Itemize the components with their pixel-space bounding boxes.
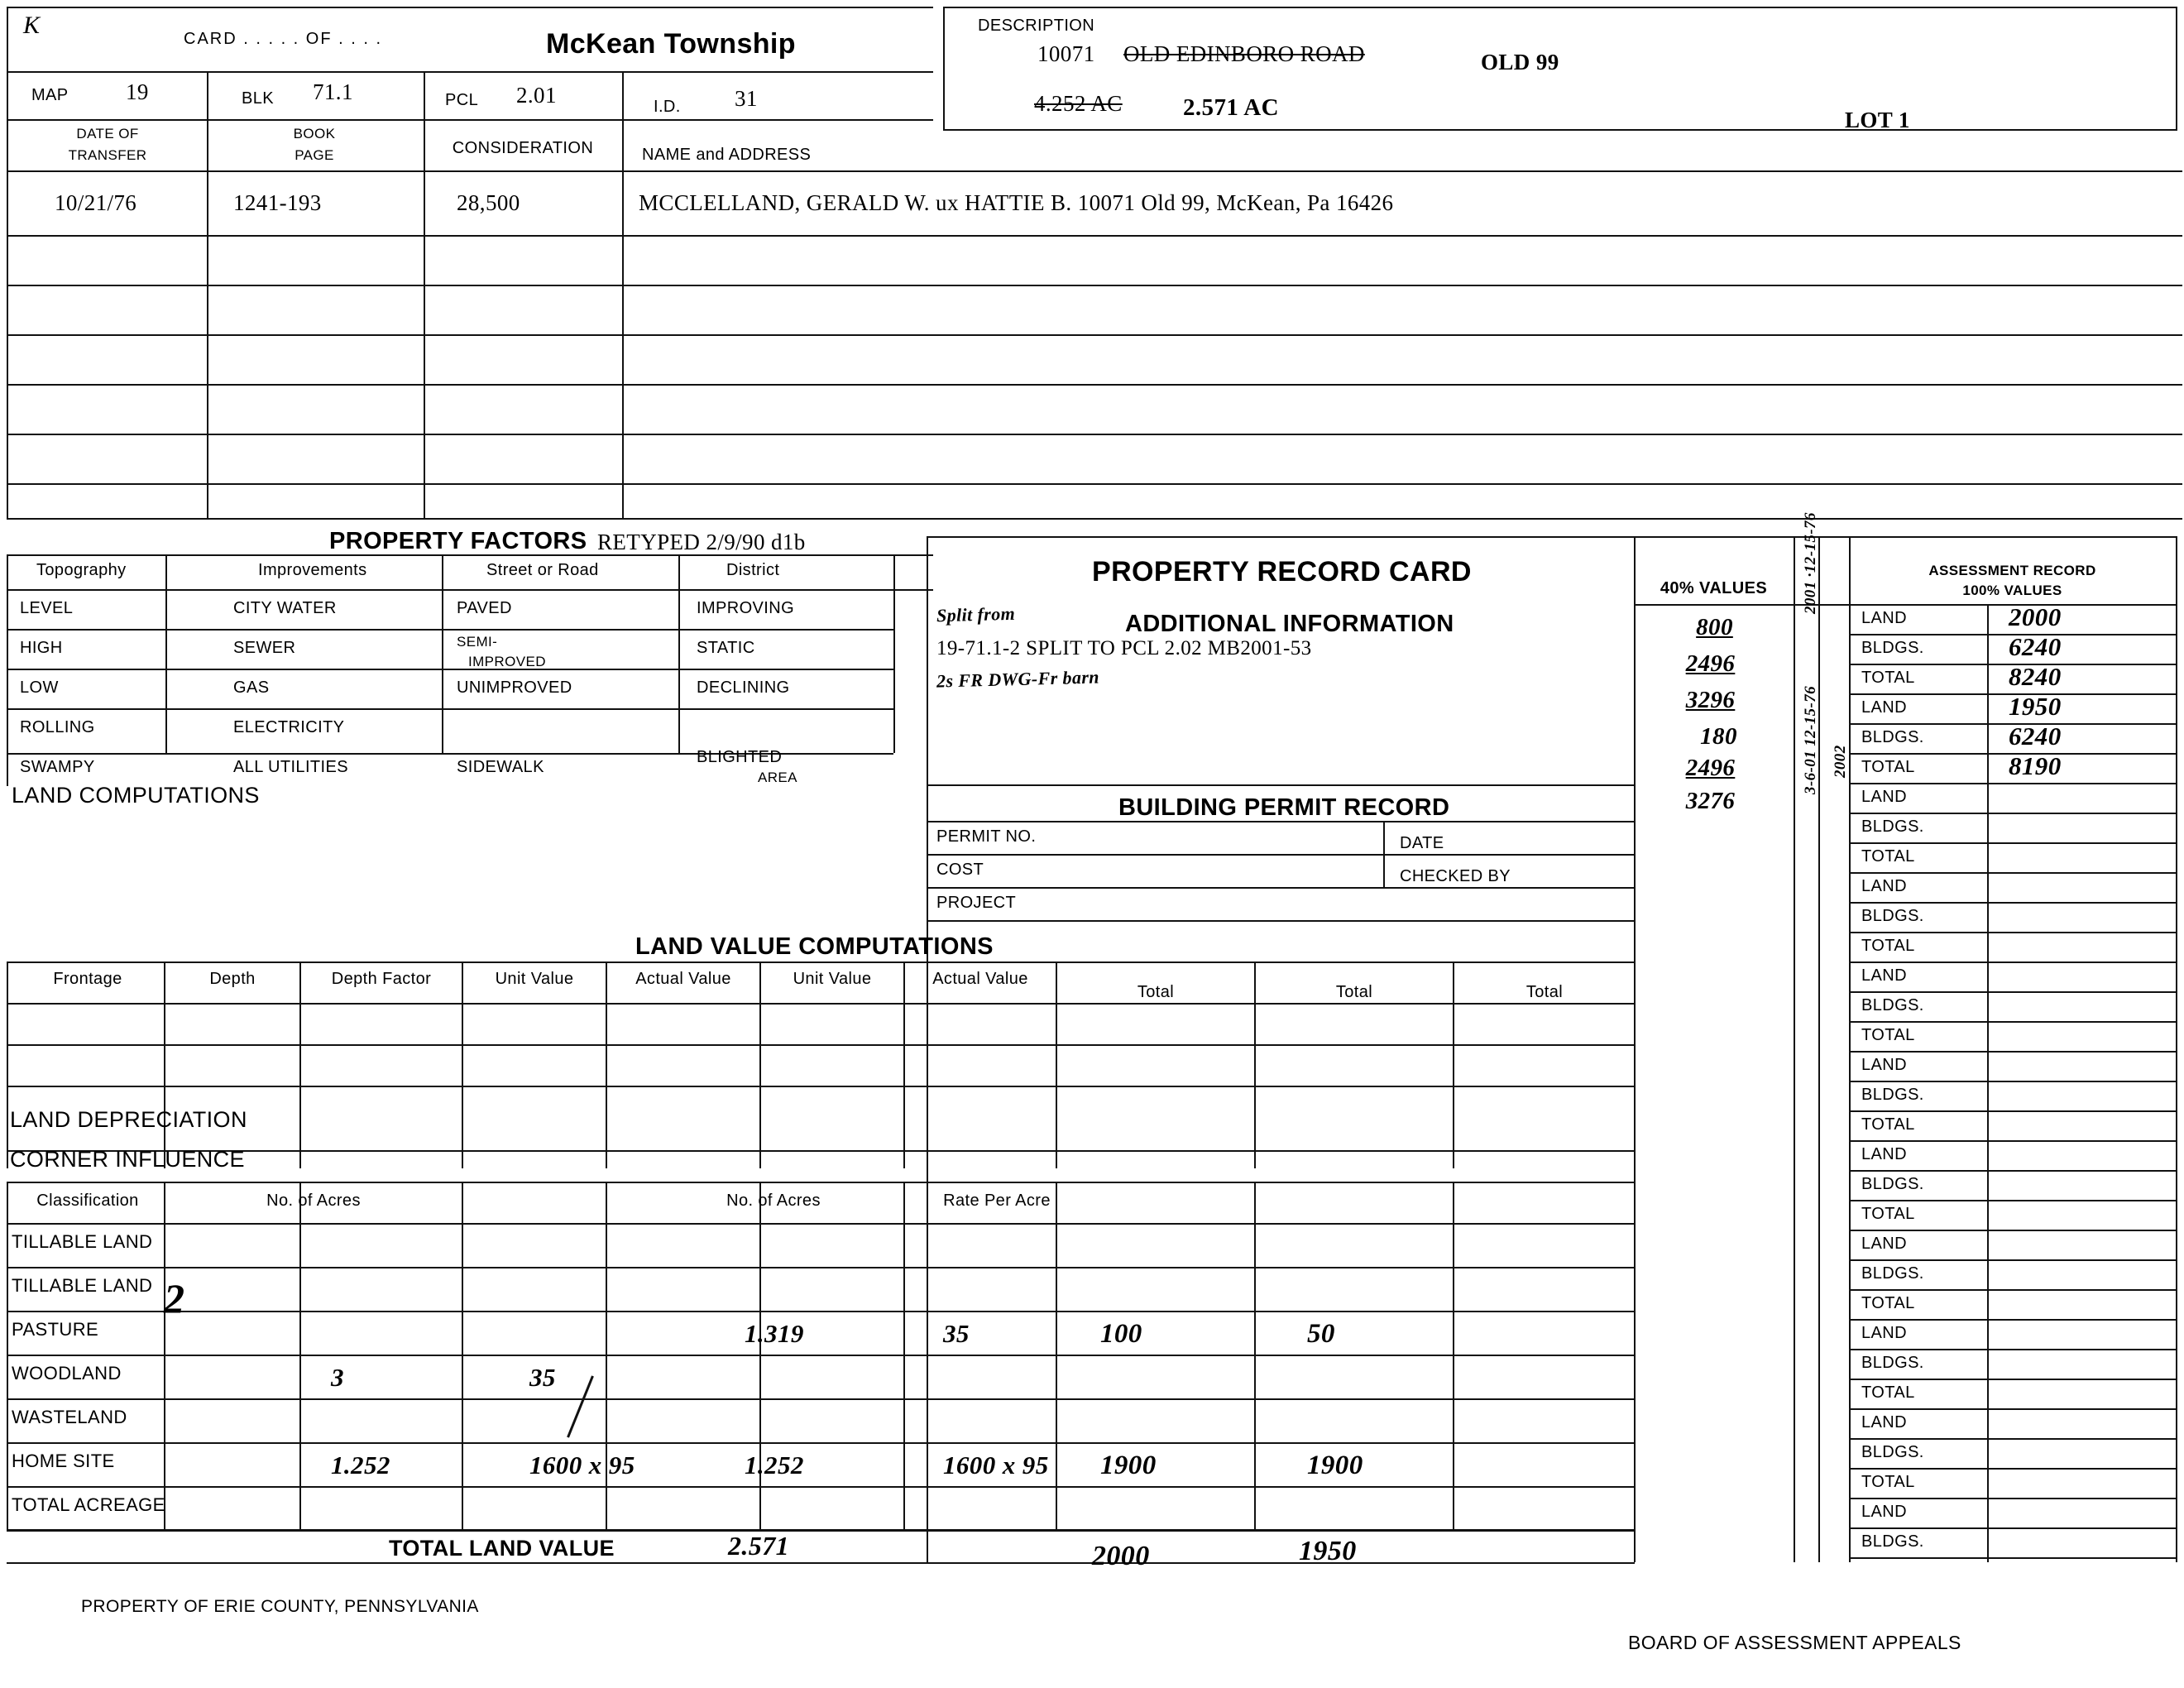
assessment-mid-rule bbox=[1987, 604, 1989, 1562]
additional-information-title: ADDITIONAL INFORMATION bbox=[1125, 611, 1454, 637]
total-land-value-1: 2000 bbox=[1092, 1541, 1150, 1571]
classification-row-rule bbox=[7, 1311, 1635, 1312]
district-declining: DECLINING bbox=[697, 679, 790, 697]
map-value: 19 bbox=[126, 79, 149, 104]
classification-label: TOTAL ACREAGE bbox=[12, 1494, 165, 1515]
lvc-top-rule bbox=[7, 961, 1635, 963]
hand-note-dwelling: 2s FR DWG-Fr barn bbox=[936, 666, 1100, 692]
transfer-date-value: 10/21/76 bbox=[55, 190, 137, 215]
class-top-rule bbox=[7, 1182, 1635, 1183]
description-struck-street: OLD EDINBORO ROAD bbox=[1123, 41, 1365, 66]
assessment-row-rule bbox=[1849, 932, 2176, 933]
assessment-row-value: 8190 bbox=[2009, 751, 2062, 780]
topography-high: HIGH bbox=[20, 639, 63, 657]
assessment-row-label: BLDGS. bbox=[1861, 996, 1924, 1014]
description-left-rule bbox=[943, 7, 945, 131]
classification-row-rule bbox=[7, 1398, 1635, 1400]
total-land-value-acres: 2.571 bbox=[728, 1531, 789, 1561]
assessment-row-label: BLDGS. bbox=[1861, 818, 1924, 836]
transfer-row-rule-4 bbox=[7, 384, 2182, 386]
factors-top-rule-right bbox=[927, 536, 2177, 538]
transfer-consideration-header: CONSIDERATION bbox=[452, 139, 594, 157]
corner-influence-label: CORNER INFLUENCE bbox=[10, 1147, 245, 1172]
transfer-row-rule-0 bbox=[7, 170, 2182, 172]
values-40-header: 40% VALUES bbox=[1660, 579, 1768, 597]
assessment-row-label: LAND bbox=[1861, 966, 1907, 985]
assessment-row-rule bbox=[1849, 1468, 2176, 1470]
acreage-struck: 4.252 AC bbox=[1034, 91, 1123, 116]
header-top-rule bbox=[7, 7, 933, 8]
assessment-row-label: LAND bbox=[1861, 1235, 1907, 1253]
street-improved: IMPROVED bbox=[468, 654, 546, 669]
topography-swampy: SWAMPY bbox=[20, 758, 95, 776]
assessment-row-rule bbox=[1849, 1527, 2176, 1529]
assessment-row-label: LAND bbox=[1861, 1145, 1907, 1163]
classification-total-2: 1900 bbox=[1307, 1451, 1363, 1480]
lvc-header-actual-value-2: Actual Value bbox=[932, 970, 1028, 988]
classification-acres-2: 1.319 bbox=[745, 1319, 804, 1348]
footer-right: BOARD OF ASSESSMENT APPEALS bbox=[1628, 1632, 1961, 1653]
description-bottom-rule bbox=[943, 129, 2177, 131]
permit-mid-rule bbox=[1383, 821, 1385, 887]
factors-district-header: District bbox=[726, 561, 780, 579]
improvements-electricity: ELECTRICITY bbox=[233, 718, 345, 736]
map-col-rule-3 bbox=[622, 71, 624, 518]
assessment-row-label: BLDGS. bbox=[1861, 1354, 1924, 1372]
center-right-rule bbox=[1634, 536, 1636, 1562]
class-header-classification: Classification bbox=[36, 1192, 139, 1210]
assessment-row-label: TOTAL bbox=[1861, 1294, 1915, 1312]
center-left-rule bbox=[927, 536, 928, 1562]
factors-improvements-header: Improvements bbox=[258, 561, 367, 579]
building-permit-title: BUILDING PERMIT RECORD bbox=[1118, 794, 1450, 821]
lvc-header-unit-value-1: Unit Value bbox=[495, 970, 574, 988]
street-unimproved: UNIMPROVED bbox=[457, 679, 572, 697]
value-40-4: 180 bbox=[1700, 723, 1737, 750]
assessment-row-label: LAND bbox=[1861, 788, 1907, 806]
improvements-sewer: SEWER bbox=[233, 639, 296, 657]
lvc-header-total-1: Total bbox=[1137, 983, 1175, 1001]
classification-rate-1: 35 bbox=[529, 1363, 556, 1392]
assessment-row-label: LAND bbox=[1861, 877, 1907, 895]
classification-rate-1: 1600 x 95 bbox=[529, 1451, 635, 1479]
factors-col-2 bbox=[442, 554, 443, 753]
assessment-row-label: TOTAL bbox=[1861, 758, 1915, 776]
value-40-3: 3296 bbox=[1685, 687, 1736, 713]
factors-top-rule bbox=[7, 554, 933, 556]
factors-row-rule-3 bbox=[7, 708, 893, 710]
assessment-row-rule bbox=[1849, 1230, 2176, 1231]
assessment-row-label: TOTAL bbox=[1861, 937, 1915, 955]
assessment-row-value: 6240 bbox=[2009, 722, 2062, 750]
classification-row-rule bbox=[7, 1355, 1635, 1356]
description-address-number: 10071 bbox=[1037, 41, 1095, 66]
assessment-row-label: TOTAL bbox=[1861, 1026, 1915, 1044]
map-col-rule-1 bbox=[207, 71, 208, 518]
values-side-note-3: 2002 bbox=[1832, 745, 1849, 778]
assessment-row-label: TOTAL bbox=[1861, 669, 1915, 687]
transfer-row-rule-6 bbox=[7, 483, 2182, 485]
classification-acres-1: 3 bbox=[331, 1363, 344, 1392]
class-header-acres-2: No. of Acres bbox=[726, 1192, 821, 1210]
district-area: AREA bbox=[758, 770, 797, 785]
lvc-col-5 bbox=[759, 961, 761, 1168]
assessment-row-rule bbox=[1849, 1021, 2176, 1023]
total-land-value-label: TOTAL LAND VALUE bbox=[389, 1536, 615, 1561]
classification-total-1: 100 bbox=[1100, 1319, 1142, 1349]
improvements-all-utilities: ALL UTILITIES bbox=[233, 758, 348, 776]
factors-col-3 bbox=[678, 554, 680, 753]
classification-total-1: 1900 bbox=[1100, 1451, 1157, 1480]
blk-label: BLK bbox=[242, 89, 275, 108]
transfer-book-header: BOOK bbox=[293, 126, 336, 141]
values-right-rule bbox=[1794, 536, 1795, 1562]
assessment-row-rule bbox=[1849, 902, 2176, 904]
class-header-acres-1: No. of Acres bbox=[266, 1192, 361, 1210]
value-40-5: 2496 bbox=[1685, 755, 1736, 781]
factors-col-1 bbox=[165, 554, 167, 753]
assessment-row-label: BLDGS. bbox=[1861, 1086, 1924, 1104]
header-left-rule bbox=[7, 7, 8, 518]
assessment-row-rule bbox=[1849, 872, 2176, 874]
assessment-row-rule bbox=[1849, 1110, 2176, 1112]
permit-row-rule-2 bbox=[927, 887, 1634, 889]
assessment-row-label: LAND bbox=[1861, 698, 1907, 717]
transfer-row-rule-1 bbox=[7, 235, 2182, 237]
assessment-row-label: LAND bbox=[1861, 1324, 1907, 1342]
assessment-row-label: TOTAL bbox=[1861, 1115, 1915, 1134]
transfer-consideration-value: 28,500 bbox=[457, 190, 520, 215]
transfer-row-rule-2 bbox=[7, 285, 2182, 286]
permit-no-label: PERMIT NO. bbox=[936, 827, 1037, 846]
lvc-col-1 bbox=[164, 961, 165, 1168]
district-blighted: BLIGHTED bbox=[697, 748, 783, 766]
transfer-date-header2: TRANSFER bbox=[68, 147, 147, 163]
land-computations-label: LAND COMPUTATIONS bbox=[12, 783, 260, 808]
assessment-row-rule bbox=[1849, 1200, 2176, 1201]
description-label: DESCRIPTION bbox=[978, 17, 1095, 35]
classification-row-rule bbox=[7, 1267, 1635, 1268]
class-bottom-rule bbox=[7, 1529, 1635, 1531]
factors-col-4 bbox=[893, 554, 895, 753]
assessment-row-label: LAND bbox=[1861, 1413, 1907, 1431]
classification-label: WOODLAND bbox=[12, 1363, 122, 1383]
lvc-header-depth: Depth bbox=[209, 970, 256, 988]
assessment-row-rule bbox=[1849, 1140, 2176, 1142]
map-row-bottom-rule bbox=[7, 119, 933, 121]
split-line: 19-71.1-2 SPLIT TO PCL 2.02 MB2001-53 bbox=[936, 637, 1312, 659]
transfer-name-value: MCCLELLAND, GERALD W. ux HATTIE B. 10071 Old 99, McKean, Pa 16426 bbox=[639, 190, 1394, 215]
street-sidewalk: SIDEWALK bbox=[457, 758, 544, 776]
classification-rate-2: 1600 x 95 bbox=[943, 1451, 1049, 1479]
lvc-header-total-3: Total bbox=[1525, 983, 1564, 1001]
transfer-book-value: 1241-193 bbox=[233, 190, 322, 215]
id-value: 31 bbox=[735, 86, 758, 111]
assessment-row-value: 8240 bbox=[2009, 662, 2062, 691]
permit-date-label: DATE bbox=[1400, 834, 1444, 852]
land-value-computations-title: LAND VALUE COMPUTATIONS bbox=[635, 933, 994, 960]
assessment-row-rule bbox=[1849, 1081, 2176, 1082]
blk-value: 71.1 bbox=[313, 79, 353, 104]
permit-row-rule-3 bbox=[927, 920, 1634, 922]
classification-rate-2: 35 bbox=[943, 1319, 970, 1348]
assessment-row-value: 6240 bbox=[2009, 632, 2062, 661]
assessment-row-rule bbox=[1849, 991, 2176, 993]
assessment-row-rule bbox=[1849, 842, 2176, 844]
assessment-row-rule bbox=[1849, 1319, 2176, 1321]
header-right-rule bbox=[2176, 7, 2177, 131]
value-40-2: 2496 bbox=[1685, 650, 1736, 677]
permit-header-rule bbox=[927, 821, 1634, 822]
land-depreciation-label: LAND DEPRECIATION bbox=[10, 1107, 247, 1132]
assessment-right-rule bbox=[2176, 536, 2177, 1562]
retyped-note: RETYPED 2/9/90 d1b bbox=[597, 530, 806, 554]
values-side-note-1: 2001 ·12-15-76 bbox=[1802, 512, 1819, 614]
card-of-label: CARD . . . . . OF . . . . bbox=[184, 30, 383, 48]
district-improving: IMPROVING bbox=[697, 599, 795, 617]
corner-mark: K bbox=[23, 12, 41, 39]
assessment-row-rule bbox=[1849, 1498, 2176, 1499]
classification-row-rule bbox=[7, 1442, 1635, 1444]
factors-street-header: Street or Road bbox=[486, 561, 599, 579]
classification-label: HOME SITE bbox=[12, 1451, 115, 1471]
transfer-page-header: PAGE bbox=[295, 147, 334, 163]
pasture-woodland-bracket: 2 bbox=[164, 1275, 185, 1321]
assessment-row-label: BLDGS. bbox=[1861, 907, 1924, 925]
lvc-row-rule-1 bbox=[7, 1044, 1635, 1046]
assessment-row-value: 1950 bbox=[2009, 692, 2062, 721]
lvc-row-rule-3 bbox=[7, 1150, 1635, 1152]
township-title: McKean Township bbox=[546, 28, 796, 60]
assessment-row-label: BLDGS. bbox=[1861, 1264, 1924, 1283]
total-land-bottom-rule bbox=[7, 1562, 1635, 1564]
values-40-header-rule bbox=[1634, 604, 2176, 606]
classification-label: WASTELAND bbox=[12, 1407, 127, 1427]
pcl-label: PCL bbox=[445, 91, 479, 109]
assessment-row-rule bbox=[1849, 1289, 2176, 1291]
assessment-row-rule bbox=[1849, 961, 2176, 963]
classification-total-2: 50 bbox=[1307, 1319, 1335, 1349]
lvc-header-total-2: Total bbox=[1335, 983, 1373, 1001]
id-label: I.D. bbox=[654, 98, 681, 116]
transfer-row-rule-3 bbox=[7, 334, 2182, 336]
transfer-row-rule-5 bbox=[7, 434, 2182, 435]
lvc-col-2 bbox=[299, 961, 301, 1168]
assessment-row-label: TOTAL bbox=[1861, 1473, 1915, 1491]
classification-label: PASTURE bbox=[12, 1319, 99, 1340]
classification-acres-2: 1.252 bbox=[745, 1451, 804, 1479]
transfer-row-rule-7 bbox=[7, 518, 2182, 520]
property-factors-title: PROPERTY FACTORS bbox=[329, 528, 587, 554]
classification-acres-1: 1.252 bbox=[331, 1451, 390, 1479]
assessment-row-label: BLDGS. bbox=[1861, 1175, 1924, 1193]
lvc-header-depth-factor: Depth Factor bbox=[331, 970, 432, 988]
record-card-title: PROPERTY RECORD CARD bbox=[1092, 556, 1472, 587]
class-header-rule bbox=[7, 1223, 1635, 1225]
lvc-col-6 bbox=[903, 961, 905, 1168]
assessment-row-rule bbox=[1849, 1259, 2176, 1261]
map-col-rule-2 bbox=[424, 71, 425, 518]
assessment-row-rule bbox=[1849, 1170, 2176, 1172]
hand-note-split-from: Split from bbox=[936, 602, 1016, 626]
permit-cost-label: COST bbox=[936, 861, 984, 879]
transfer-name-header: NAME and ADDRESS bbox=[642, 146, 812, 164]
pcl-value: 2.01 bbox=[516, 83, 557, 108]
district-static: STATIC bbox=[697, 639, 755, 657]
value-40-6: 3276 bbox=[1685, 788, 1736, 814]
classification-label: TILLABLE LAND bbox=[12, 1231, 153, 1252]
assessment-row-rule bbox=[1849, 1408, 2176, 1410]
assessment-row-label: BLDGS. bbox=[1861, 1532, 1924, 1551]
lvc-header-rule bbox=[7, 1003, 1635, 1005]
improvements-gas: GAS bbox=[233, 679, 270, 697]
assessment-row-rule bbox=[1849, 1379, 2176, 1380]
assessment-row-label: BLDGS. bbox=[1861, 1443, 1924, 1461]
assessment-row-label: BLDGS. bbox=[1861, 639, 1924, 657]
assessment-row-label: BLDGS. bbox=[1861, 728, 1924, 746]
assessment-row-rule bbox=[1849, 783, 2176, 784]
assessment-row-rule bbox=[1849, 1051, 2176, 1053]
assessment-row-rule bbox=[1849, 1349, 2176, 1350]
class-header-rate-2: Rate Per Acre bbox=[943, 1192, 1051, 1210]
acreage-current: 2.571 AC bbox=[1183, 94, 1279, 121]
topography-level: LEVEL bbox=[20, 599, 74, 617]
lot-label: LOT 1 bbox=[1845, 108, 1910, 132]
lvc-row-rule-2 bbox=[7, 1086, 1635, 1087]
assessment-row-label: LAND bbox=[1861, 1056, 1907, 1074]
permit-checked-by-label: CHECKED BY bbox=[1400, 867, 1511, 885]
total-land-value-2: 1950 bbox=[1299, 1536, 1357, 1566]
assessment-row-label: LAND bbox=[1861, 1503, 1907, 1521]
footer-left: PROPERTY OF ERIE COUNTY, PENNSYLVANIA bbox=[81, 1597, 479, 1616]
improvements-city-water: CITY WATER bbox=[233, 599, 337, 617]
assessment-row-rule bbox=[1849, 1557, 2176, 1559]
classification-row-rule bbox=[7, 1486, 1635, 1488]
map-label: MAP bbox=[31, 86, 69, 104]
value-40-1: 800 bbox=[1696, 614, 1733, 640]
assessment-row-rule bbox=[1849, 1438, 2176, 1440]
assessment-row-label: TOTAL bbox=[1861, 1383, 1915, 1402]
homesite-slash-mark bbox=[567, 1375, 594, 1437]
factors-left-rule bbox=[7, 554, 8, 786]
assessment-row-label: TOTAL bbox=[1861, 1205, 1915, 1223]
lvc-header-unit-value-2: Unit Value bbox=[793, 970, 872, 988]
lvc-col-4 bbox=[606, 961, 607, 1168]
permit-project-label: PROJECT bbox=[936, 894, 1017, 912]
assessment-row-rule bbox=[1849, 813, 2176, 814]
values-side-note-2: 3-6-01 12-15-76 bbox=[1802, 685, 1819, 794]
map-row-top-rule bbox=[7, 71, 933, 73]
assessment-row-value: 2000 bbox=[2009, 602, 2062, 631]
topography-low: LOW bbox=[20, 679, 59, 697]
factors-row-rule-1 bbox=[7, 629, 893, 631]
street-semi: SEMI- bbox=[457, 634, 498, 650]
lvc-header-frontage: Frontage bbox=[53, 970, 122, 988]
street-paved: PAVED bbox=[457, 599, 512, 617]
factors-row-rule-2 bbox=[7, 669, 893, 670]
permit-section-top-rule bbox=[927, 784, 1634, 786]
lvc-header-actual-value-1: Actual Value bbox=[635, 970, 731, 988]
assessment-row-label: TOTAL bbox=[1861, 847, 1915, 866]
factors-topography-header: Topography bbox=[36, 561, 127, 579]
permit-row-rule-1 bbox=[927, 854, 1634, 856]
assessment-header-line1: ASSESSMENT RECORD bbox=[1928, 563, 2096, 578]
lvc-col-3 bbox=[462, 961, 463, 1168]
topography-rolling: ROLLING bbox=[20, 718, 95, 736]
assessment-header-line2: 100% VALUES bbox=[1962, 583, 2062, 598]
header-top-rule-right bbox=[943, 7, 2177, 8]
factors-header-rule bbox=[7, 589, 933, 591]
assessment-row-label: LAND bbox=[1861, 609, 1907, 627]
transfer-date-header: DATE OF bbox=[76, 126, 139, 141]
classification-label: TILLABLE LAND bbox=[12, 1275, 153, 1296]
lvc-col-0 bbox=[7, 961, 8, 1168]
description-old99: OLD 99 bbox=[1481, 50, 1559, 74]
